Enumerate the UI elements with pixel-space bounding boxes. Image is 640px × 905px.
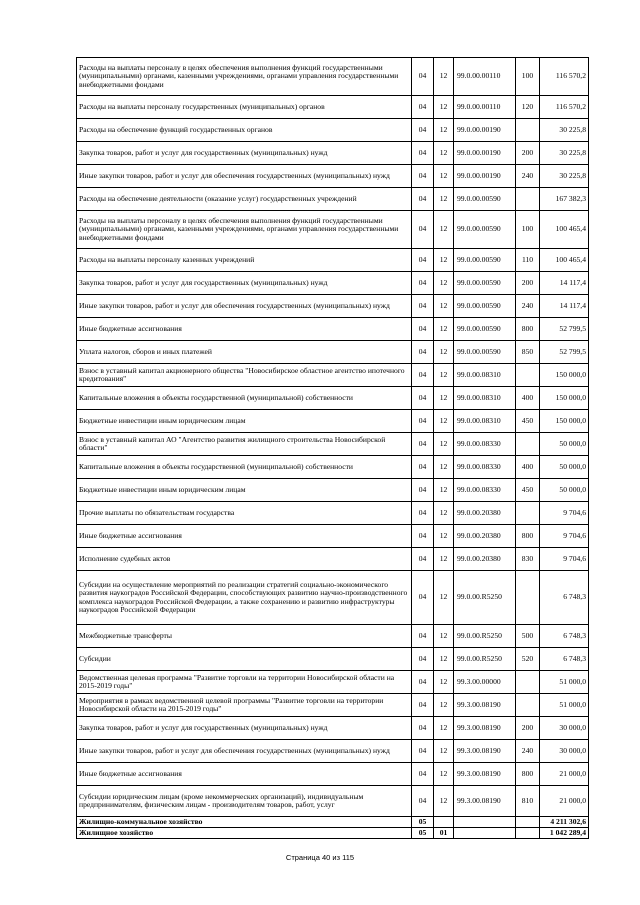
cell-expense-type: 240 (516, 740, 540, 763)
cell-expense-type (516, 828, 540, 839)
cell-expense-type: 120 (516, 96, 540, 119)
cell-amount: 30 225,8 (540, 142, 589, 165)
cell-amount: 9 704,6 (540, 502, 589, 525)
cell-target-article: 99.0.00.08330 (454, 433, 516, 456)
table-row (77, 671, 589, 694)
cell-expense-type: 100 (516, 211, 540, 249)
cell-subsection: 12 (434, 433, 454, 456)
cell-target-article (454, 828, 516, 839)
cell-section: 04 (412, 96, 434, 119)
page-number: Страница 40 из 115 (285, 853, 355, 862)
table-row (77, 249, 589, 272)
table-row (77, 694, 589, 717)
cell-name: Капитальные вложения в объекты государственной (муниципальной) собственности (77, 456, 412, 479)
cell-section: 04 (412, 502, 434, 525)
cell-expense-type (516, 671, 540, 694)
cell-expense-type (516, 188, 540, 211)
cell-subsection: 12 (434, 625, 454, 648)
cell-subsection: 12 (434, 786, 454, 817)
cell-target-article (454, 817, 516, 828)
table-row (77, 165, 589, 188)
cell-expense-type (516, 433, 540, 456)
cell-expense-type: 450 (516, 479, 540, 502)
cell-section: 04 (412, 625, 434, 648)
cell-amount: 9 704,6 (540, 525, 589, 548)
cell-name: Расходы на выплаты персоналу в целях обеспечения выполнения функций государственными (муниципальными) органами, казенными учреждениями, органами управления государственными внебюджетными фондами (77, 58, 412, 96)
table-row (77, 119, 589, 142)
cell-target-article: 99.0.00.08310 (454, 364, 516, 387)
cell-subsection: 12 (434, 502, 454, 525)
cell-subsection: 12 (434, 717, 454, 740)
cell-amount: 116 570,2 (540, 58, 589, 96)
table-row (77, 525, 589, 548)
cell-amount: 51 000,0 (540, 694, 589, 717)
cell-subsection: 12 (434, 188, 454, 211)
cell-name: Закупка товаров, работ и услуг для государственных (муниципальных) нужд (77, 272, 412, 295)
cell-expense-type: 500 (516, 625, 540, 648)
cell-amount: 100 465,4 (540, 249, 589, 272)
cell-target-article: 99.0.00.00590 (454, 318, 516, 341)
cell-name: Субсидии юридическим лицам (кроме некоммерческих организаций), индивидуальным предпринимателям, физическим лицам - производителям товаров, работ, услуг (77, 786, 412, 817)
cell-name: Прочие выплаты по обязательствам государства (77, 502, 412, 525)
table-row (77, 387, 589, 410)
table-row (77, 211, 589, 249)
cell-name: Расходы на обеспечение деятельности (оказание услуг) государственных учреждений (77, 188, 412, 211)
cell-section: 04 (412, 717, 434, 740)
cell-amount: 116 570,2 (540, 96, 589, 119)
cell-expense-type: 800 (516, 525, 540, 548)
cell-name: Бюджетные инвестиции иным юридическим лицам (77, 410, 412, 433)
cell-section: 04 (412, 671, 434, 694)
cell-amount: 14 117,4 (540, 272, 589, 295)
cell-amount: 150 000,0 (540, 387, 589, 410)
cell-name: Расходы на выплаты персоналу государственных (муниципальных) органов (77, 96, 412, 119)
cell-section: 04 (412, 142, 434, 165)
cell-name: Иные закупки товаров, работ и услуг для обеспечения государственных (муниципальных) нужд (77, 295, 412, 318)
cell-section: 04 (412, 165, 434, 188)
cell-subsection: 12 (434, 295, 454, 318)
cell-subsection: 12 (434, 341, 454, 364)
cell-target-article: 99.0.00.00590 (454, 249, 516, 272)
cell-target-article: 99.0.00.R5250 (454, 625, 516, 648)
cell-name: Иные закупки товаров, работ и услуг для обеспечения государственных (муниципальных) нужд (77, 740, 412, 763)
table-row (77, 571, 589, 625)
cell-subsection: 12 (434, 165, 454, 188)
cell-subsection: 12 (434, 456, 454, 479)
cell-name: Жилищное хозяйство (77, 828, 412, 839)
cell-amount: 14 117,4 (540, 295, 589, 318)
table-row (77, 341, 589, 364)
cell-target-article: 99.0.00.00590 (454, 295, 516, 318)
table-row (77, 740, 589, 763)
table-row (77, 295, 589, 318)
cell-section: 04 (412, 433, 434, 456)
cell-name: Иные бюджетные ассигнования (77, 525, 412, 548)
cell-section: 04 (412, 188, 434, 211)
cell-section: 04 (412, 119, 434, 142)
cell-amount: 1 042 289,4 (540, 828, 589, 839)
cell-expense-type: 200 (516, 272, 540, 295)
cell-target-article: 99.3.00.08190 (454, 786, 516, 817)
cell-section: 04 (412, 211, 434, 249)
cell-expense-type (516, 364, 540, 387)
cell-target-article: 99.0.00.20380 (454, 548, 516, 571)
cell-target-article: 99.3.00.08190 (454, 740, 516, 763)
cell-expense-type: 400 (516, 456, 540, 479)
cell-name: Мероприятия в рамках ведомственной целевой программы "Развитие торговли на территории Новосибирской области на 2015-2019 годы" (77, 694, 412, 717)
budget-table-body (77, 58, 589, 839)
cell-amount: 150 000,0 (540, 364, 589, 387)
cell-target-article: 99.0.00.20380 (454, 502, 516, 525)
cell-section: 04 (412, 786, 434, 817)
cell-subsection: 12 (434, 763, 454, 786)
cell-section: 04 (412, 341, 434, 364)
cell-expense-type: 520 (516, 648, 540, 671)
cell-target-article: 99.3.00.00000 (454, 671, 516, 694)
cell-amount: 30 000,0 (540, 717, 589, 740)
cell-target-article: 99.0.00.00590 (454, 341, 516, 364)
cell-amount: 52 799,5 (540, 318, 589, 341)
cell-name: Субсидии на осуществление мероприятий по реализации стратегий социально-экономического развития наукоградов Российской Федерации, способствующих развитию научно-производственного комплекса наукоградов Российской Федерации, а также сохранению и развитию инфраструктуры наукоградов Российской Федерации (77, 571, 412, 625)
cell-section: 04 (412, 548, 434, 571)
cell-amount: 6 748,3 (540, 648, 589, 671)
cell-name: Субсидии (77, 648, 412, 671)
cell-subsection: 12 (434, 694, 454, 717)
cell-section: 04 (412, 571, 434, 625)
cell-amount: 6 748,3 (540, 571, 589, 625)
table-row (77, 625, 589, 648)
cell-name: Межбюджетные трансферты (77, 625, 412, 648)
cell-name: Расходы на обеспечение функций государственных органов (77, 119, 412, 142)
cell-section: 04 (412, 479, 434, 502)
cell-subsection: 12 (434, 119, 454, 142)
cell-subsection: 12 (434, 272, 454, 295)
cell-target-article: 99.0.00.00590 (454, 272, 516, 295)
table-row (77, 272, 589, 295)
cell-target-article: 99.0.00.08330 (454, 456, 516, 479)
cell-target-article: 99.0.00.00110 (454, 96, 516, 119)
cell-section: 04 (412, 249, 434, 272)
cell-name: Иные бюджетные ассигнования (77, 318, 412, 341)
cell-amount: 150 000,0 (540, 410, 589, 433)
cell-amount: 21 000,0 (540, 786, 589, 817)
table-row (77, 433, 589, 456)
cell-name: Расходы на выплаты персоналу казенных учреждений (77, 249, 412, 272)
cell-target-article: 99.0.00.00190 (454, 142, 516, 165)
cell-subsection: 12 (434, 249, 454, 272)
cell-section: 04 (412, 740, 434, 763)
cell-name: Ведомственная целевая программа "Развитие торговли на территории Новосибирской области на 2015-2019 годы" (77, 671, 412, 694)
cell-name: Взнос в уставный капитал акционерного общества "Новосибирское областное агентство ипотечного кредитования" (77, 364, 412, 387)
cell-expense-type: 110 (516, 249, 540, 272)
cell-subsection: 12 (434, 211, 454, 249)
cell-expense-type: 240 (516, 295, 540, 318)
cell-section: 04 (412, 272, 434, 295)
cell-expense-type: 850 (516, 341, 540, 364)
cell-subsection: 12 (434, 58, 454, 96)
cell-target-article: 99.0.00.00110 (454, 58, 516, 96)
budget-table (76, 57, 589, 839)
cell-name: Взнос в уставный капитал АО "Агентство развития жилищного строительства Новосибирской области" (77, 433, 412, 456)
table-row (77, 479, 589, 502)
cell-target-article: 99.0.00.00590 (454, 188, 516, 211)
cell-subsection: 12 (434, 648, 454, 671)
cell-name: Жилищно-коммунальное хозяйство (77, 817, 412, 828)
cell-amount: 50 000,0 (540, 479, 589, 502)
cell-name: Расходы на выплаты персоналу в целях обеспечения выполнения функций государственными (муниципальными) органами, казенными учреждениями, органами управления государственными внебюджетными фондами (77, 211, 412, 249)
cell-target-article: 99.0.00.00190 (454, 119, 516, 142)
cell-section: 04 (412, 456, 434, 479)
cell-expense-type: 800 (516, 763, 540, 786)
cell-amount: 50 000,0 (540, 456, 589, 479)
table-row (77, 142, 589, 165)
cell-target-article: 99.0.00.08330 (454, 479, 516, 502)
table-row (77, 58, 589, 96)
cell-amount: 52 799,5 (540, 341, 589, 364)
table-row (77, 502, 589, 525)
cell-name: Иные закупки товаров, работ и услуг для обеспечения государственных (муниципальных) нужд (77, 165, 412, 188)
cell-expense-type: 830 (516, 548, 540, 571)
cell-subsection: 12 (434, 671, 454, 694)
cell-name: Капитальные вложения в объекты государственной (муниципальной) собственности (77, 387, 412, 410)
table-row (77, 717, 589, 740)
cell-section: 04 (412, 58, 434, 96)
table-row (77, 96, 589, 119)
cell-name: Исполнение судебных актов (77, 548, 412, 571)
cell-section: 04 (412, 410, 434, 433)
cell-subsection: 12 (434, 548, 454, 571)
cell-subsection: 12 (434, 387, 454, 410)
cell-expense-type: 800 (516, 318, 540, 341)
table-row (77, 817, 589, 828)
cell-name: Уплата налогов, сборов и иных платежей (77, 341, 412, 364)
cell-expense-type: 810 (516, 786, 540, 817)
cell-subsection: 12 (434, 571, 454, 625)
cell-expense-type (516, 502, 540, 525)
cell-name: Закупка товаров, работ и услуг для государственных (муниципальных) нужд (77, 142, 412, 165)
table-row (77, 318, 589, 341)
cell-expense-type (516, 694, 540, 717)
cell-subsection: 12 (434, 479, 454, 502)
cell-amount: 50 000,0 (540, 433, 589, 456)
cell-expense-type: 200 (516, 717, 540, 740)
cell-subsection: 01 (434, 828, 454, 839)
table-row (77, 786, 589, 817)
cell-target-article: 99.0.00.R5250 (454, 571, 516, 625)
table-row (77, 763, 589, 786)
cell-expense-type: 200 (516, 142, 540, 165)
table-row (77, 828, 589, 839)
cell-subsection: 12 (434, 96, 454, 119)
cell-section: 04 (412, 295, 434, 318)
cell-target-article: 99.0.00.20380 (454, 525, 516, 548)
cell-name: Бюджетные инвестиции иным юридическим лицам (77, 479, 412, 502)
cell-section: 05 (412, 828, 434, 839)
cell-amount: 167 382,3 (540, 188, 589, 211)
table-row (77, 410, 589, 433)
cell-subsection: 12 (434, 364, 454, 387)
cell-section: 04 (412, 648, 434, 671)
cell-expense-type: 240 (516, 165, 540, 188)
cell-amount: 30 225,8 (540, 165, 589, 188)
cell-section: 04 (412, 364, 434, 387)
cell-expense-type: 400 (516, 387, 540, 410)
cell-amount: 30 000,0 (540, 740, 589, 763)
cell-subsection: 12 (434, 525, 454, 548)
cell-subsection: 12 (434, 142, 454, 165)
cell-section: 04 (412, 525, 434, 548)
cell-subsection: 12 (434, 318, 454, 341)
cell-target-article: 99.3.00.08190 (454, 694, 516, 717)
cell-expense-type: 100 (516, 58, 540, 96)
cell-target-article: 99.0.00.08310 (454, 387, 516, 410)
table-row (77, 456, 589, 479)
cell-expense-type (516, 571, 540, 625)
cell-target-article: 99.3.00.08190 (454, 763, 516, 786)
cell-target-article: 99.0.00.08310 (454, 410, 516, 433)
cell-section: 04 (412, 763, 434, 786)
cell-amount: 4 211 302,6 (540, 817, 589, 828)
cell-section: 04 (412, 318, 434, 341)
cell-subsection: 12 (434, 410, 454, 433)
cell-name: Иные бюджетные ассигнования (77, 763, 412, 786)
cell-target-article: 99.3.00.08190 (454, 717, 516, 740)
cell-amount: 9 704,6 (540, 548, 589, 571)
table-row (77, 548, 589, 571)
table-row (77, 648, 589, 671)
cell-section: 04 (412, 694, 434, 717)
cell-expense-type (516, 119, 540, 142)
cell-section: 04 (412, 387, 434, 410)
cell-subsection (434, 817, 454, 828)
cell-target-article: 99.0.00.00590 (454, 211, 516, 249)
cell-amount: 100 465,4 (540, 211, 589, 249)
cell-amount: 6 748,3 (540, 625, 589, 648)
cell-amount: 30 225,8 (540, 119, 589, 142)
table-row (77, 188, 589, 211)
cell-section: 05 (412, 817, 434, 828)
table-row (77, 364, 589, 387)
cell-target-article: 99.0.00.00190 (454, 165, 516, 188)
cell-target-article: 99.0.00.R5250 (454, 648, 516, 671)
cell-name: Закупка товаров, работ и услуг для государственных (муниципальных) нужд (77, 717, 412, 740)
cell-subsection: 12 (434, 740, 454, 763)
cell-expense-type: 450 (516, 410, 540, 433)
cell-expense-type (516, 817, 540, 828)
cell-amount: 51 000,0 (540, 671, 589, 694)
cell-amount: 21 000,0 (540, 763, 589, 786)
